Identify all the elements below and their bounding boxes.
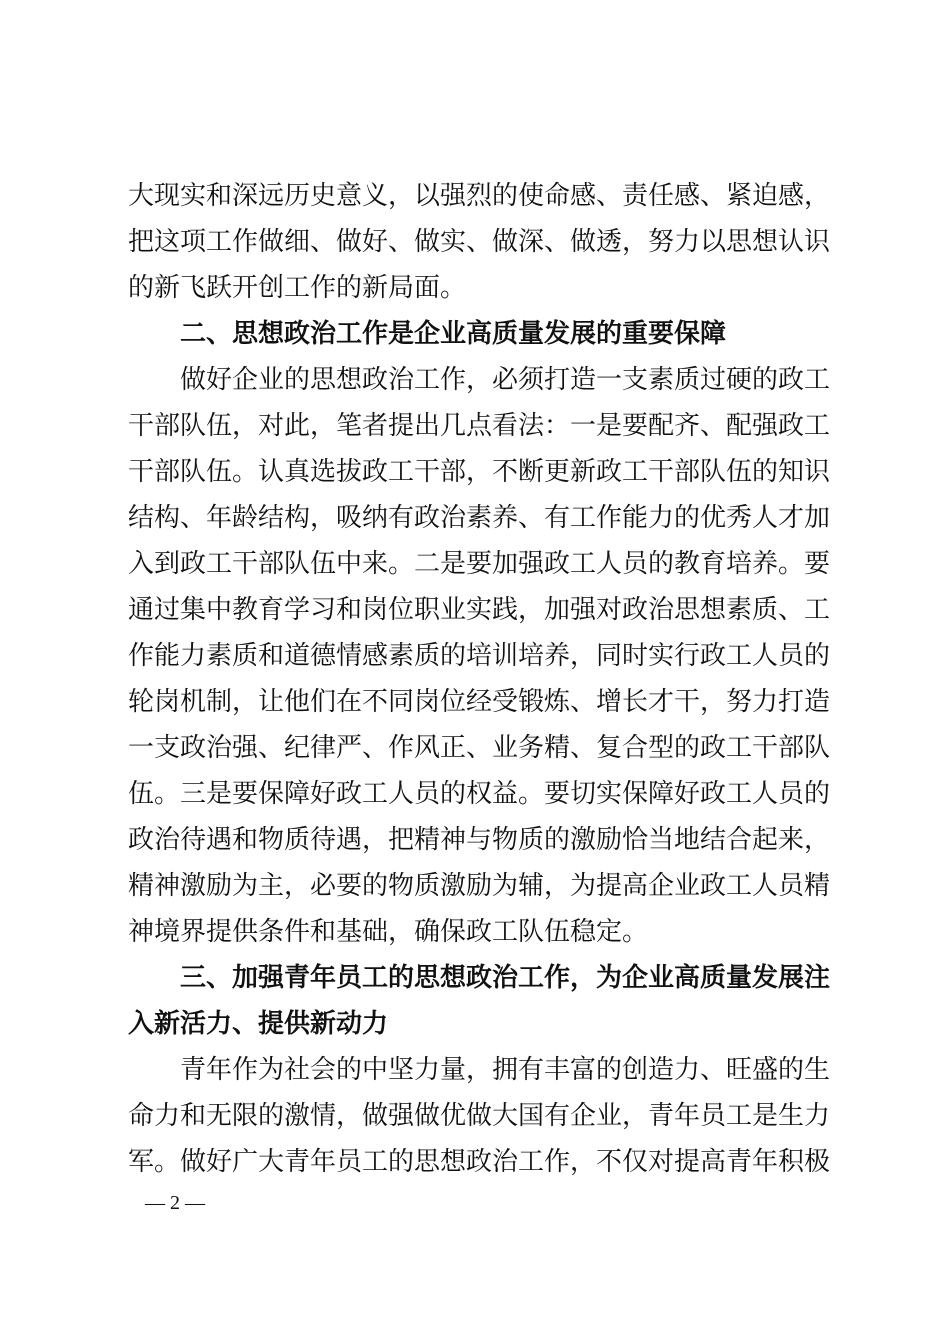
paragraph-line: 干部队伍。认真选拔政工干部，不断更新政工干部队伍的知识 (128, 457, 831, 487)
section-heading-2: 二、思想政治工作是企业高质量发展的重要保障 (180, 319, 727, 349)
paragraph-line: 神境界提供条件和基础，确保政工队伍稳定。 (128, 917, 649, 947)
paragraph-line: 精神激励为主，必要的物质激励为辅，为提高企业政工人员精 (128, 871, 831, 901)
page-number: — 2 — (145, 1192, 205, 1214)
paragraph-line: 伍。三是要保障好政工人员的权益。要切实保障好政工人员的 (128, 779, 831, 809)
paragraph-line: 军。做好广大青年员工的思想政治工作，不仅对提高青年积极 (128, 1147, 831, 1177)
paragraph-line: 做好企业的思想政治工作，必须打造一支素质过硬的政工 (180, 365, 831, 395)
paragraph-line: 大现实和深远历史意义，以强烈的使命感、责任感、紧迫感， (128, 181, 831, 211)
paragraph-line: 命力和无限的激情，做强做优做大国有企业，青年员工是生力 (128, 1101, 831, 1131)
paragraph-line: 入到政工干部队伍中来。二是要加强政工人员的教育培养。要 (128, 549, 831, 579)
paragraph-line: 作能力素质和道德情感素质的培训培养，同时实行政工人员的 (128, 641, 831, 671)
section-heading-3: 三、加强青年员工的思想政治工作，为企业高质量发展注 (180, 963, 831, 993)
paragraph-line: 干部队伍，对此，笔者提出几点看法：一是要配齐、配强政工 (128, 411, 831, 441)
section-heading-3-continuation: 入新活力、提供新动力 (128, 1009, 389, 1039)
paragraph-line: 轮岗机制，让他们在不同岗位经受锻炼、增长才干，努力打造 (128, 687, 831, 717)
paragraph-line: 政治待遇和物质待遇，把精神与物质的激励恰当地结合起来， (128, 825, 831, 855)
paragraph-line: 通过集中教育学习和岗位职业实践，加强对政治思想素质、工 (128, 595, 831, 625)
paragraph-line: 的新飞跃开创工作的新局面。 (128, 273, 467, 303)
paragraph-line: 一支政治强、纪律严、作风正、业务精、复合型的政工干部队 (128, 733, 831, 763)
paragraph-line: 结构、年龄结构，吸纳有政治素养、有工作能力的优秀人才加 (128, 503, 831, 533)
paragraph-line: 把这项工作做细、做好、做实、做深、做透，努力以思想认识 (128, 227, 831, 257)
paragraph-line: 青年作为社会的中坚力量，拥有丰富的创造力、旺盛的生 (180, 1055, 831, 1085)
